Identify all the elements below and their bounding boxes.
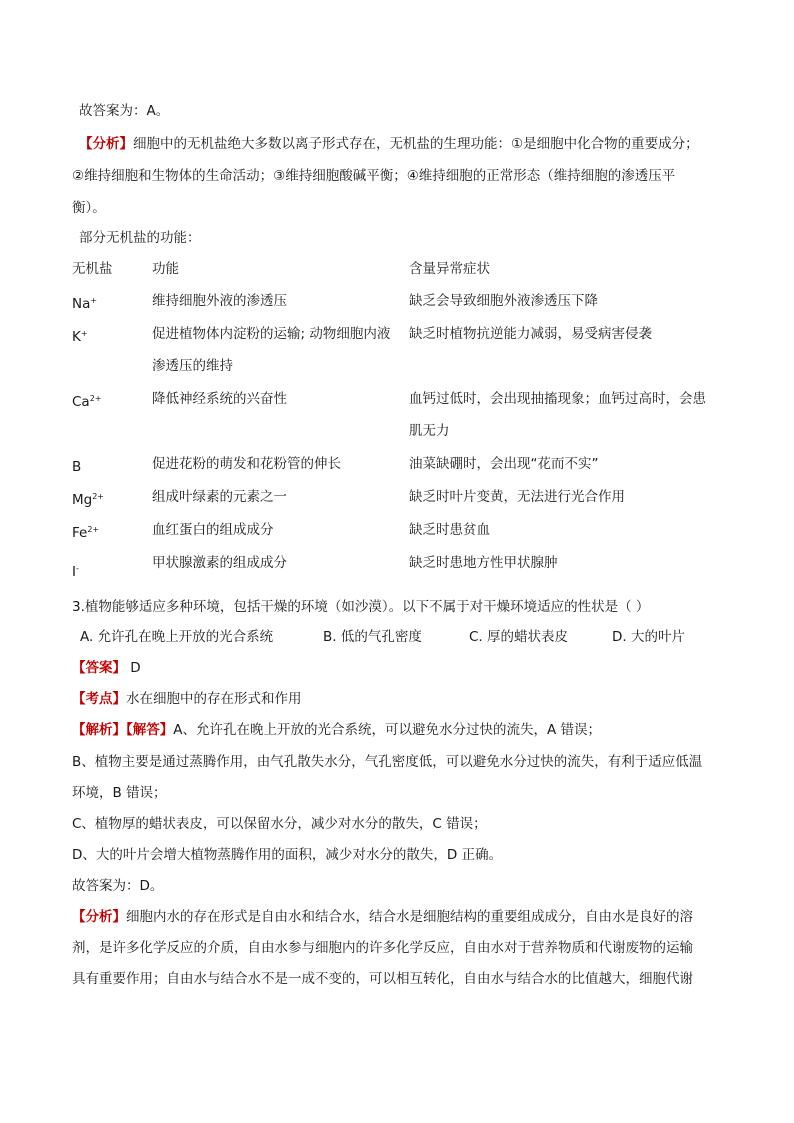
ion-symbol: Ca	[72, 394, 90, 410]
function-cell: 组成叶绿素的元素之一	[152, 489, 287, 505]
jiexi-row-b2: 环境，B 错误；	[72, 785, 167, 801]
analysis-1-line-1	[79, 134, 699, 154]
analysis-1-line-2: ②维持细胞和生物体的生命活动；③维持细胞酸碱平衡；④维持细胞的正常形态（维持细胞的渗透压平	[72, 168, 676, 184]
function-cell: 血红蛋白的组成成分	[152, 522, 274, 538]
function-cell: 维持细胞外液的渗透压	[152, 293, 287, 309]
option-c: C. 厚的蜡状表皮	[469, 629, 569, 645]
ion-symbol: K	[72, 329, 81, 345]
symptom-cell: 缺乏时叶片变黄，无法进行光合作用	[409, 489, 625, 505]
symptom-cell: 缺乏会导致细胞外液渗透压下降	[409, 293, 598, 309]
jiexi-row-b1: B、植物主要是通过蒸腾作用，由气孔散失水分，气孔密度低，可以避免水分过快的流失，有利于适应低温	[72, 754, 703, 770]
option-d: D. 大的叶片	[612, 629, 685, 645]
ion-cell	[72, 520, 99, 543]
ion-cell	[72, 487, 104, 510]
symptom-cell: 缺乏时患贫血	[409, 522, 490, 538]
symptom-cell: 血钙过低时，会出现抽搐现象；血钙过高时，会患	[409, 391, 706, 407]
jiexi-a-text: A、允许孔在晚上开放的光合系统，可以避免水分过快的流失，A 错误；	[173, 722, 602, 738]
ion-cell	[72, 324, 88, 347]
answer-row	[72, 658, 141, 678]
jiexi-tag: 【解析】【解答】	[72, 722, 174, 738]
ion-cell	[72, 389, 102, 412]
symptom-cell: 缺乏时植物抗逆能力减弱，易受病害侵袭	[409, 326, 652, 342]
answer-value: D	[130, 660, 141, 676]
kaodian-tag: 【考点】	[72, 691, 126, 707]
symptom-cell: 油菜缺硼时，会出现“花而不实”	[409, 456, 599, 472]
table-header-3: 含量异常症状	[409, 261, 490, 277]
option-a: A. 允许孔在晚上开放的光合系统	[80, 629, 274, 645]
option-b: B. 低的气孔密度	[323, 629, 422, 645]
ion-charge: 2+	[92, 492, 105, 501]
final-answer: 故答案为：D。	[72, 878, 164, 894]
ion-charge: +	[90, 296, 98, 305]
answer-line-1: 故答案为：A。	[79, 103, 170, 119]
table-header-2: 功能	[152, 261, 179, 277]
ion-charge: 2+	[87, 525, 100, 534]
ion-charge: -	[75, 564, 79, 573]
function-cell: 促进植物体内淀粉的运输; 动物细胞内液	[152, 326, 391, 342]
symptom-cell: 肌无力	[409, 423, 450, 439]
table-intro: 部分无机盐的功能：	[79, 230, 201, 246]
analysis-2-tag: 【分析】	[72, 909, 126, 925]
kaodian-text: 水在细胞中的存在形式和作用	[126, 691, 302, 707]
ion-symbol: Na	[72, 296, 91, 312]
analysis-2-line-1	[72, 907, 693, 927]
symptom-cell: 缺乏时患地方性甲状腺肿	[409, 555, 558, 571]
ion-symbol: B	[72, 459, 82, 475]
ion-symbol: Mg	[72, 492, 93, 508]
kaodian-row	[72, 689, 302, 709]
function-cell: 促进花粉的萌发和花粉管的伸长	[152, 456, 341, 472]
analysis-2-text: 细胞内水的存在形式是自由水和结合水，结合水是细胞结构的重要组成成分，自由水是良好的溶	[126, 909, 693, 925]
ion-charge: 2+	[89, 394, 102, 403]
ion-cell	[72, 559, 79, 582]
function-cell: 渗透压的维持	[152, 358, 233, 374]
jiexi-row-d: D、大的叶片会增大植物蒸腾作用的面积，减少对水分的散失，D 正确。	[72, 847, 503, 863]
question-3-stem: 3.植物能够适应多种环境，包括干燥的环境（如沙漠）。以下不属于对干燥环境适应的性状是（ ）	[72, 599, 650, 615]
ion-cell	[72, 291, 97, 314]
ion-symbol: I	[72, 564, 76, 580]
answer-tag: 【答案】	[72, 660, 126, 676]
ion-charge: +	[80, 329, 88, 338]
analysis-1-line-3: 衡）。	[72, 200, 106, 216]
analysis-2-line-3: 具有重要作用；自由水与结合水不是一成不变的，可以相互转化，自由水与结合水的比值越大，细胞代谢	[72, 971, 693, 987]
jiexi-row-a	[72, 720, 601, 740]
jiexi-row-c: C、植物厚的蜡状表皮，可以保留水分，减少对水分的散失，C 错误；	[72, 816, 487, 832]
table-header-1: 无机盐	[72, 261, 113, 277]
analysis-tag: 【分析】	[79, 136, 133, 152]
analysis-2-line-2: 剂，是许多化学反应的介质，自由水参与细胞内的许多化学反应，自由水对于营养物质和代谢废物的运输	[72, 940, 693, 956]
analysis-text: 细胞中的无机盐绝大多数以离子形式存在，无机盐的生理功能：①是细胞中化合物的重要成分；	[133, 136, 699, 152]
function-cell: 甲状腺激素的组成成分	[152, 555, 287, 571]
ion-symbol: Fe	[72, 525, 88, 541]
ion-cell	[72, 454, 81, 477]
function-cell: 降低神经系统的兴奋性	[152, 391, 287, 407]
